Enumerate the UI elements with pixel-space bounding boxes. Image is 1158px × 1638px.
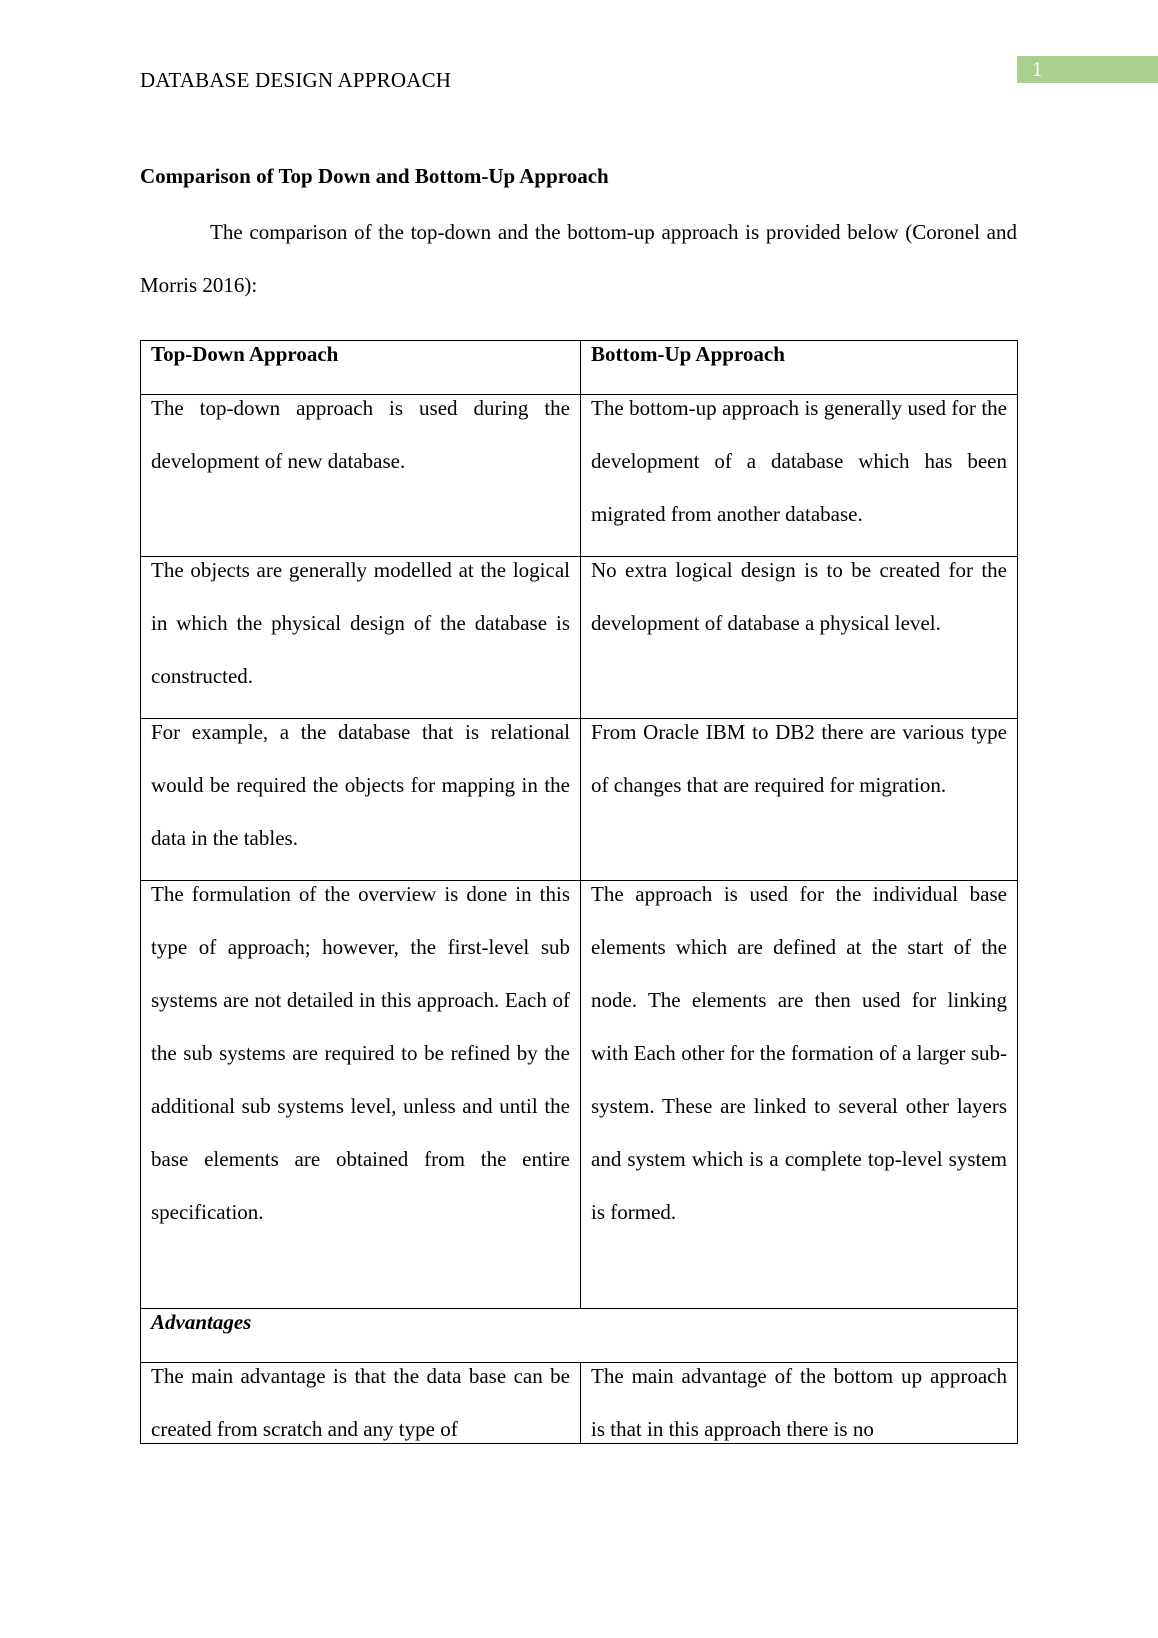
cell-text: The approach is used for the individual base elements which are defined at the start of the node. The elements are then used for linking with Each other for the formation of a larger sub-system. These are linked to several other layers and system which is a complete top-level system is formed. xyxy=(591,882,1007,1224)
comparison-table xyxy=(140,340,1018,1444)
table-cell xyxy=(141,719,581,881)
cell-text: The main advantage is that the data base can be created from scratch and any type of xyxy=(151,1364,570,1441)
table-cell xyxy=(141,557,581,719)
advantages-row xyxy=(141,1309,1018,1363)
section-title: Comparison of Top Down and Bottom-Up Approach xyxy=(140,164,609,188)
cell-text: The bottom-up approach is generally used for the development of a database which has been migrated from another database. xyxy=(591,396,1007,526)
cell-text: For example, a the database that is relational would be required the objects for mapping in the data in the tables. xyxy=(151,720,570,850)
table-cell xyxy=(581,557,1018,719)
table-cell xyxy=(141,881,581,1309)
header-top-down: Top-Down Approach xyxy=(151,342,339,366)
page-number-badge xyxy=(1017,56,1158,83)
table-cell xyxy=(141,395,581,557)
cell-text: The objects are generally modelled at the logical in which the physical design of the database is constructed. xyxy=(151,558,570,688)
table-cell xyxy=(581,1363,1018,1444)
page-number: 1 xyxy=(1032,57,1043,81)
table-row xyxy=(141,557,1018,719)
table-cell xyxy=(581,719,1018,881)
table-cell xyxy=(141,1363,581,1444)
advantages-cell xyxy=(141,1309,1018,1363)
table-row xyxy=(141,881,1018,1309)
cell-text: The main advantage of the bottom up approach is that in this approach there is no xyxy=(591,1364,1007,1441)
header-bottom-up: Bottom-Up Approach xyxy=(591,342,785,366)
table-row xyxy=(141,395,1018,557)
cell-text: The top-down approach is used during the development of new database. xyxy=(151,396,570,473)
table-cell xyxy=(581,881,1018,1309)
table-cell xyxy=(581,395,1018,557)
table-row xyxy=(141,1363,1018,1444)
cell-text: No extra logical design is to be created for the development of database a physical level. xyxy=(591,558,1007,635)
cell-text: From Oracle IBM to DB2 there are various type of changes that are required for migration. xyxy=(591,720,1007,797)
running-header: DATABASE DESIGN APPROACH xyxy=(140,68,452,92)
advantages-label: Advantages xyxy=(151,1310,252,1334)
table-row xyxy=(141,719,1018,881)
intro-paragraph: The comparison of the top-down and the bottom-up approach is provided below (Coronel and Morris 2016): xyxy=(140,220,1017,297)
cell-text: The formulation of the overview is done in this type of approach; however, the first-level sub systems are not detailed in this approach. Each of the sub systems are required to be refined by the additional sub systems level, unless and until the base elements are obtained from the entire specification. xyxy=(151,882,570,1224)
